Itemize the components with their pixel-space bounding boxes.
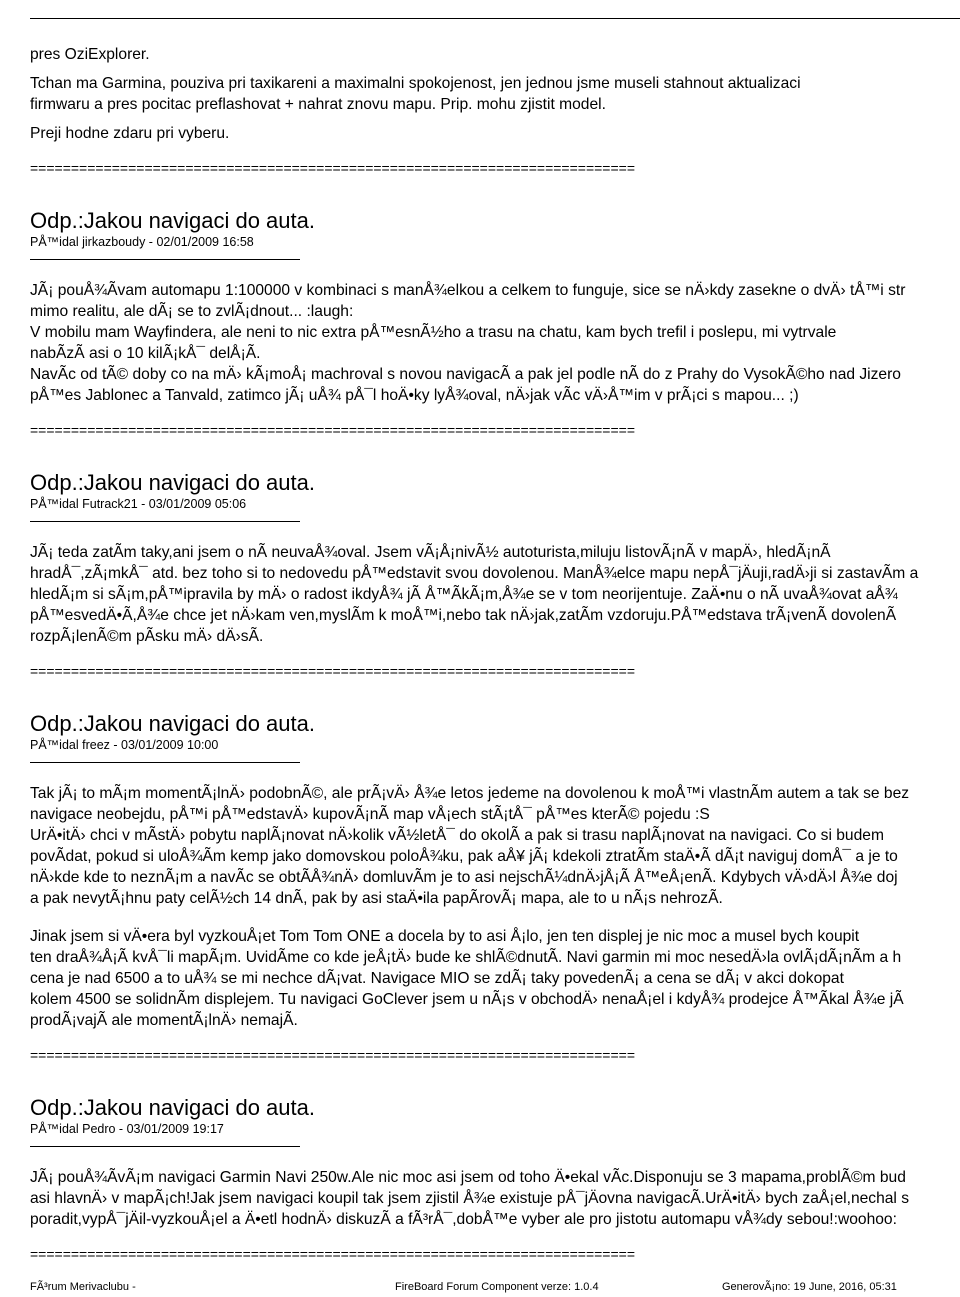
text-line: kolem 4500 se solidnÃm displejem. Tu navigaci GoClever jsem u nÃ¡s v obchodÄ› nenaÅ¡el i kdyÅ¾ prodejce Å™Ãkal Å¾e jÃ (30, 991, 904, 1008)
text-line: Jinak jsem si vÄ•era byl vyzkouÅ¡et Tom Tom ONE a docela by to asi Å¡lo, jen ten displej je nic moc a musel bych koupit (30, 928, 860, 945)
text-line: ten draÅ¾Å¡Ã kvÅ¯li mapÃ¡m. UvidÃme co kde jeÅ¡tÄ› bude ke shlÃ©dnutÃ. Navi garmin mi moc nesedÄ›la ovlÃ¡dÃ¡nÃm a h (30, 949, 902, 966)
footer-generated: GenerovÃ¡no: 19 June, 2016, 05:31 (722, 1281, 897, 1293)
post-meta: PÅ™idal freez - 03/01/2009 10:00 (30, 738, 219, 752)
text-line: NavÃc od tÃ© doby co na mÄ› kÃ¡moÅ¡ machroval s novou navigacÃ a pak jel podle nÃ do z Prahy do VysokÃ©ho nad Jizero (30, 366, 901, 383)
text-line: JÃ¡ pouÅ¾Ãvam automapu 1:100000 v kombinaci s manÅ¾elkou a celkem to funguje, sice se nÄ›kdy zasekne o dvÄ› tÅ™i str (30, 282, 906, 299)
post-title: Odp.:Jakou navigaci do auta. (30, 711, 315, 736)
separator-line: ========================================================================== (30, 663, 636, 679)
forum-post (30, 711, 960, 1031)
text-line: mimo realitu, ale dÃ¡ se to zvlÃ¡dnout... :laugh: (30, 303, 354, 320)
post-paragraph (30, 783, 960, 909)
text-line: hradÅ¯,zÃ¡mkÅ¯ atd. bez toho si to nedovedu pÅ™edstavit svou dovolenou. ManÅ¾elce mapu nepÅ¯jÄuji,radÄ›ji si zastavÃm a (30, 565, 919, 582)
post-paragraph (30, 542, 960, 647)
text-line: hledÃ¡m si sÃ¡m,pÅ™ipravila by mÄ› o radost ikdyÅ¾ jÃ Å™ÃkÃ¡m,Å¾e se v tom neorijentuje. ZaÄ•nu o nÃ uvaÅ¾ovat aÅ¾ (30, 586, 898, 603)
post-title: Odp.:Jakou navigaci do auta. (30, 1095, 315, 1120)
text-line: nÄ›kde kde to neznÃ¡m a navÃc se obtÃÅ¾nÄ› domluvÃm je to asi nejschÃ¼dnÄ›jÅ¡Ã Å™eÅ¡enÃ. Kdybych vÄ›dÄ›l Å¾e doj (30, 869, 898, 886)
text-line: pÅ™esvedÄ•Ã,Å¾e chce jet nÄ›kam ven,myslÃm k moÅ™i,nebo tak nÄ›jak,zatÃm vzdoruju.PÅ™edstava trÃ¡venÃ dovolenÃ (30, 607, 897, 624)
forum-post (30, 470, 960, 647)
intro-paragraph (30, 123, 960, 144)
separator-line: ========================================================================== (30, 1047, 636, 1063)
meta-divider (30, 521, 300, 522)
separator-line: ========================================================================== (30, 1246, 636, 1262)
text-line: JÃ¡ teda zatÃm taky,ani jsem o nÃ neuvaÅ¾oval. Jsem vÃ¡Å¡nivÃ½ autoturista,miluju listovÃ¡nÃ v mapÄ›, hledÃ¡nÃ (30, 544, 831, 561)
text-line: JÃ¡ pouÅ¾ÃvÃ¡m navigaci Garmin Navi 250w.Ale nic moc asi jsem od toho Ä•ekal vÃc.Disponuju se 3 mapama,problÃ©m bud (30, 1169, 906, 1186)
text-line: Tchan ma Garmina, pouziva pri taxikareni a maximalni spokojenost, jen jednou jsme museli stahnout aktualizaci (30, 75, 801, 92)
text-line: poradit,vypÅ¯jÄil-vyzkouÅ¡el a Ä•etl hodnÄ› diskuzÃ a fÃ³rÅ¯,dobÅ™e vyber ale pro jistotu automapu vÅ¾dy sebou!:woohoo: (30, 1211, 897, 1228)
forum-post (30, 1095, 960, 1230)
post-meta: PÅ™idal Pedro - 03/01/2009 19:17 (30, 1122, 224, 1136)
post-paragraph (30, 1167, 960, 1230)
text-line: nabÃzÃ asi o 10 kilÃ¡kÅ¯ delÅ¡Ã. (30, 345, 261, 362)
text-line: rozpÃ¡lenÃ©m pÃsku mÄ› dÄ›sÃ. (30, 628, 264, 645)
post-list (30, 160, 960, 1262)
text-line: UrÄ•itÄ› chci v mÃstÄ› pobytu naplÃ¡novat nÄ›kolik vÃ½letÅ¯ do okolÃ a pak si trasu naplÃ¡novat na navigaci. Co si budem (30, 827, 884, 844)
post-title: Odp.:Jakou navigaci do auta. (30, 470, 315, 495)
footer-site-name: FÃ³rum Merivaclubu - (30, 1281, 136, 1293)
meta-divider (30, 1146, 300, 1147)
text-line: V mobilu mam Wayfindera, ale neni to nic extra pÅ™esnÃ½ho a trasu na chatu, kam bych trefil i poslepu, mi vytrvale (30, 324, 837, 341)
separator-line: ========================================================================== (30, 160, 636, 176)
text-line: firmwaru a pres pocitac preflashovat + nahrat znovu mapu. Prip. mohu zjistit model. (30, 96, 606, 113)
text-line: Preji hodne zdaru pri vyberu. (30, 125, 230, 142)
text-line: navigace neobejdu, pÅ™i pÅ™edstavÄ› kupovÃ¡nÃ map vÅ¡ech stÃ¡tÅ¯ pÅ™es kterÃ© pojedu :S (30, 806, 710, 823)
meta-divider (30, 259, 300, 260)
intro-paragraph (30, 44, 960, 65)
text-line: asi hlavnÄ› v mapÃ¡ch!Jak jsem navigaci koupil tak jsem zjistil Å¾e existuje pÅ¯jÄovna navigacÃ.UrÄ•itÄ› bych zaÅ¡el,nechal s (30, 1190, 910, 1207)
post-paragraph (30, 280, 960, 406)
text-line: pÅ™es Jablonec a Tanvald, zatimco jÃ¡ uÅ¾ pÅ¯l hoÄ•ky lyÅ¾oval, nÄ›jak vÃc vÄ›Å™im v prÃ¡ci s mapou... ;) (30, 387, 799, 404)
text-line: cena je nad 6500 a to uÅ¾ se mi nechce dÃ¡vat. Navigace MIO se zdÃ¡ taky povedenÃ¡ a cena se dÃ¡ v akci dokopat (30, 970, 844, 987)
forum-post (30, 208, 960, 406)
post-title: Odp.:Jakou navigaci do auta. (30, 208, 315, 233)
text-line: a pak nevytÃ¡hnu paty celÃ½ch 14 dnÃ, pak by asi staÄ•ila papÃrovÃ¡ mapa, ale to u nÃ¡s nehrozÃ. (30, 890, 723, 907)
meta-divider (30, 762, 300, 763)
footer-component: FireBoard Forum Component verze: 1.0.4 (395, 1281, 599, 1293)
separator-line: ========================================================================== (30, 422, 636, 438)
text-line: pres OziExplorer. (30, 46, 150, 63)
text-line: povÃdat, pokud si uloÅ¾Ãm kemp jako domovskou poloÅ¾ku, pak aÅ¥ jÃ¡ kdekoli ztratÃm staÄ•Ã dÃ¡t naviguj domÅ¯ a je to (30, 848, 898, 865)
document-body (30, 44, 960, 1262)
top-rule (30, 18, 960, 19)
post-meta: PÅ™idal Futrack21 - 03/01/2009 05:06 (30, 497, 247, 511)
post-meta: PÅ™idal jirkazboudy - 02/01/2009 16:58 (30, 235, 254, 249)
post-paragraph (30, 926, 960, 1031)
text-line: Tak jÃ¡ to mÃ¡m momentÃ¡lnÄ› podobnÃ©, ale prÃ¡vÄ› Å¾e letos jedeme na dovolenou k moÅ™i vlastnÃm autem a tak se bez (30, 785, 910, 802)
text-line: prodÃ¡vajÃ ale momentÃ¡lnÄ› nemajÃ. (30, 1012, 298, 1029)
intro-paragraph (30, 73, 960, 115)
